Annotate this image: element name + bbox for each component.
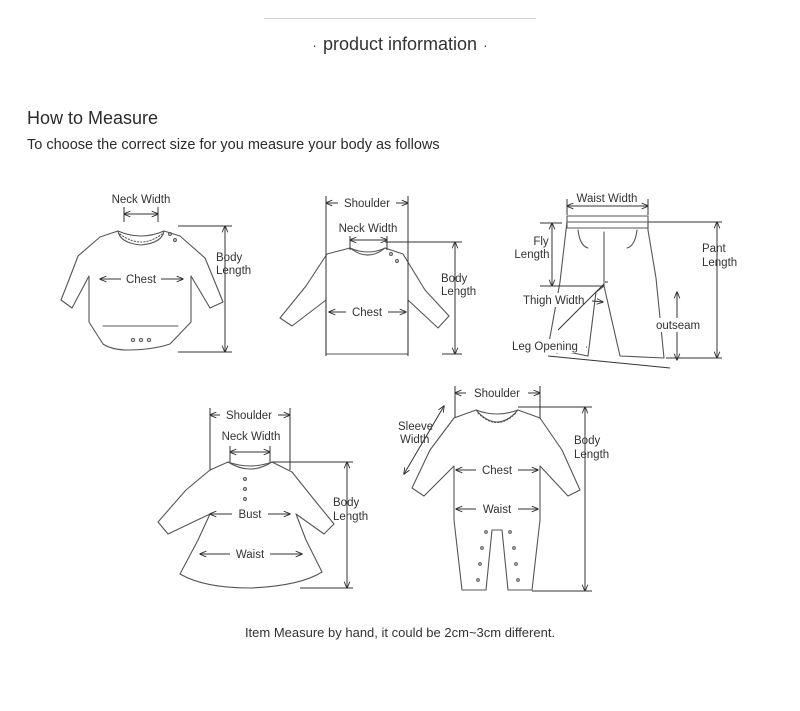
pants-pocket (627, 230, 637, 248)
pant-length-label-2: Length (702, 257, 738, 269)
pants-pocket (578, 230, 588, 248)
waist-label: Waist (235, 549, 265, 561)
romper-outline (412, 410, 580, 590)
snap-button (131, 338, 134, 341)
fly-length-label-2: Length (514, 249, 550, 261)
body-length-label-1: Body (574, 435, 601, 447)
section-title-text: product information (322, 34, 478, 54)
thigh-width-label: Thigh Width (523, 295, 585, 307)
snap-button (139, 338, 142, 341)
shoulder-label: Shoulder (225, 410, 273, 422)
pant-length-label-1: Pant (702, 243, 726, 255)
dress-outline (158, 462, 334, 588)
body-length-label-2: Length (333, 511, 369, 523)
body-length-label-2: Length (216, 265, 252, 277)
dress-button (244, 488, 247, 491)
shoulder-button (396, 260, 399, 263)
shoulder-label: Shoulder (343, 198, 391, 210)
how-to-measure-subtitle: To choose the correct size for you measure your body as follows (27, 137, 440, 153)
measurement-note: Item Measure by hand, it could be 2cm~3cm different. (244, 625, 556, 640)
chest-label: Chest (481, 465, 513, 477)
romper-snap (485, 531, 488, 534)
body-length-label-2: Length (574, 449, 610, 461)
pants-diagram (512, 193, 737, 368)
romper-snap (479, 563, 482, 566)
dress-button (244, 498, 247, 501)
top-diagram (280, 196, 476, 356)
waist-label: Waist (482, 504, 512, 516)
top-outline (280, 248, 449, 354)
bust-label: Bust (238, 509, 262, 521)
neck-width-label: Neck Width (111, 194, 171, 206)
waist-width-label: Waist Width (576, 193, 638, 205)
body-length-label-1: Body (441, 273, 468, 285)
body-length-label-2: Length (441, 286, 477, 298)
chest-label: Chest (351, 307, 383, 319)
title-dot-right: · (483, 37, 488, 53)
shoulder-button (169, 233, 172, 236)
leg-opening-label: Leg Opening (512, 341, 578, 353)
dress-diagram (158, 408, 368, 588)
outseam-label: outseam (656, 320, 701, 332)
romper-diagram (398, 386, 609, 591)
fly-length-label-1: Fly (533, 236, 549, 248)
snap-button (147, 338, 150, 341)
shoulder-button (174, 239, 177, 242)
sleeve-width-label-2: Width (400, 434, 430, 446)
romper-snap (509, 531, 512, 534)
how-to-measure-title: How to Measure (27, 108, 159, 128)
shoulder-label: Shoulder (473, 388, 521, 400)
bodysuit-diagram (61, 194, 251, 352)
romper-snap (477, 579, 480, 582)
body-length-label-1: Body (216, 252, 243, 264)
neck-width-label: Neck Width (338, 223, 398, 235)
bodysuit-outline (61, 231, 223, 350)
dress-button (244, 478, 247, 481)
chest-label: Chest (125, 274, 157, 286)
romper-snap (517, 579, 520, 582)
romper-snap (513, 547, 516, 550)
sleeve-width-label-1: Sleeve (398, 421, 434, 433)
body-length-label-1: Body (333, 497, 360, 509)
neck-width-label: Neck Width (221, 431, 281, 443)
romper-snap (515, 563, 518, 566)
romper-snap (481, 547, 484, 550)
shoulder-button (390, 253, 393, 256)
pants-outline (548, 222, 664, 358)
title-dot-left: · (312, 37, 317, 53)
